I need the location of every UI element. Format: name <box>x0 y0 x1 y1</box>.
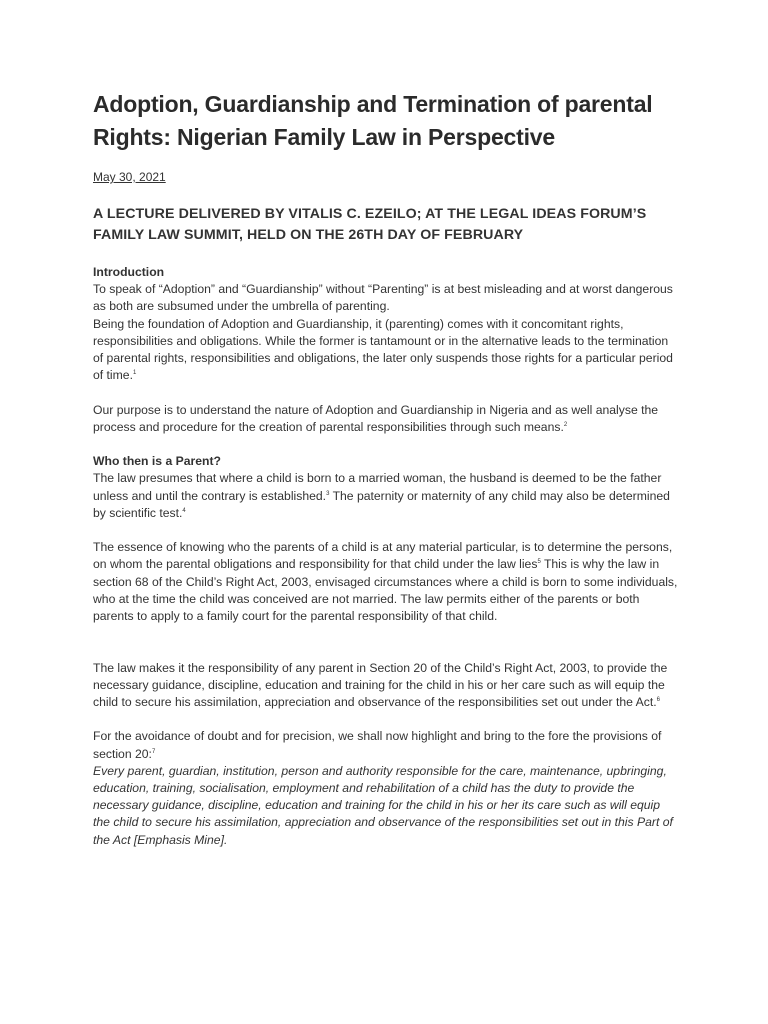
purpose-paragraph <box>93 402 678 436</box>
article-subtitle: A LECTURE DELIVERED BY VITALIS C. EZEILO; AT THE LEGAL IDEAS FORUM’S FAMILY LAW SUMMIT, HELD ON THE 26TH DAY OF FEBRUARY <box>93 206 647 243</box>
section-20-quote: Every parent, guardian, institution, person and authority responsible for the care, maintenance, upbringing, education, training, socialisation, employment and rehabilitation of a child has the duty to provide the necessary guidance, discipline, education and training for the child in his or her its care such as will equip the child to secure his assimilation, appreciation and observance of the responsibilities set out in this Part of the Act [Emphasis Mine]. <box>93 763 673 847</box>
publish-date-link[interactable]: May 30, 2021 <box>93 170 166 184</box>
essence-paragraph-text-b: This is why the law in section 68 of the Child’s Right Act, 2003, envisaged circumstances where a child is born to some individuals, who at the time the child was conceived are not married. The law permits either of the parents or both parents to apply to a family court for the parental responsibility of that child. <box>93 557 678 624</box>
article-body <box>93 264 678 849</box>
parent-paragraph <box>93 470 678 522</box>
avoidance-paragraph-text: For the avoidance of doubt and for precision, we shall now highlight and bring to the fore the provisions of section 20: <box>93 729 662 761</box>
parent-paragraph-text-b: The paternity or maternity of any child may also be determined by scientific test. <box>93 488 670 520</box>
footnote-marker[interactable]: 1 <box>132 370 137 377</box>
intro-paragraph-2-text: Being the foundation of Adoption and Guardianship, it (parenting) comes with it concomitant rights, responsibilities and obligations. While the former is tantamount or in the alternative leads to the termination of parental rights, responsibilities and obligations, the later only suspends those rights for a particular period of time. <box>93 316 673 383</box>
footnote-marker[interactable]: 7 <box>151 748 156 755</box>
section-heading-parent: Who then is a Parent? <box>93 454 221 469</box>
essence-paragraph <box>93 539 678 625</box>
intro-paragraph-1: To speak of “Adoption” and “Guardianship” without “Parenting” is at best misleading and at worst dangerous as both are subsumed under the umbrella of parenting. <box>93 282 673 314</box>
parent-paragraph-text-a: The law presumes that where a child is born to a married woman, the husband is deemed to be the father unless and until the contrary is established. <box>93 471 662 503</box>
intro-paragraph-2 <box>93 316 678 385</box>
footnote-marker[interactable]: 6 <box>656 696 660 703</box>
purpose-paragraph-text: Our purpose is to understand the nature of Adoption and Guardianship in Nigeria and as well analyse the process and procedure for the creation of parental responsibilities through such means. <box>93 402 659 434</box>
article-title: Adoption, Guardianship and Termination of parental Rights: Nigerian Family Law in Perspective <box>93 91 653 150</box>
footnote-marker[interactable]: 3 <box>326 490 330 497</box>
responsibility-paragraph <box>93 660 678 712</box>
footnote-marker[interactable]: 2 <box>563 421 568 428</box>
responsibility-paragraph-text: The law makes it the responsibility of any parent in Section 20 of the Child’s Right Act, 2003, to provide the necessary guidance, discipline, education and training for the child in his or her care such as will equip the child to secure his assimilation, appreciation and observance of the responsibilities set out under the Act. <box>93 660 668 710</box>
footnote-marker[interactable]: 5 <box>537 559 541 566</box>
essence-paragraph-text-a: The essence of knowing who the parents of a child is at any material particular, is to determine the persons, on whom the parental obligations and responsibility for that child under the law lies <box>93 540 673 572</box>
footnote-marker[interactable]: 4 <box>182 507 186 514</box>
avoidance-paragraph <box>93 728 678 762</box>
section-heading-introduction: Introduction <box>93 265 165 279</box>
